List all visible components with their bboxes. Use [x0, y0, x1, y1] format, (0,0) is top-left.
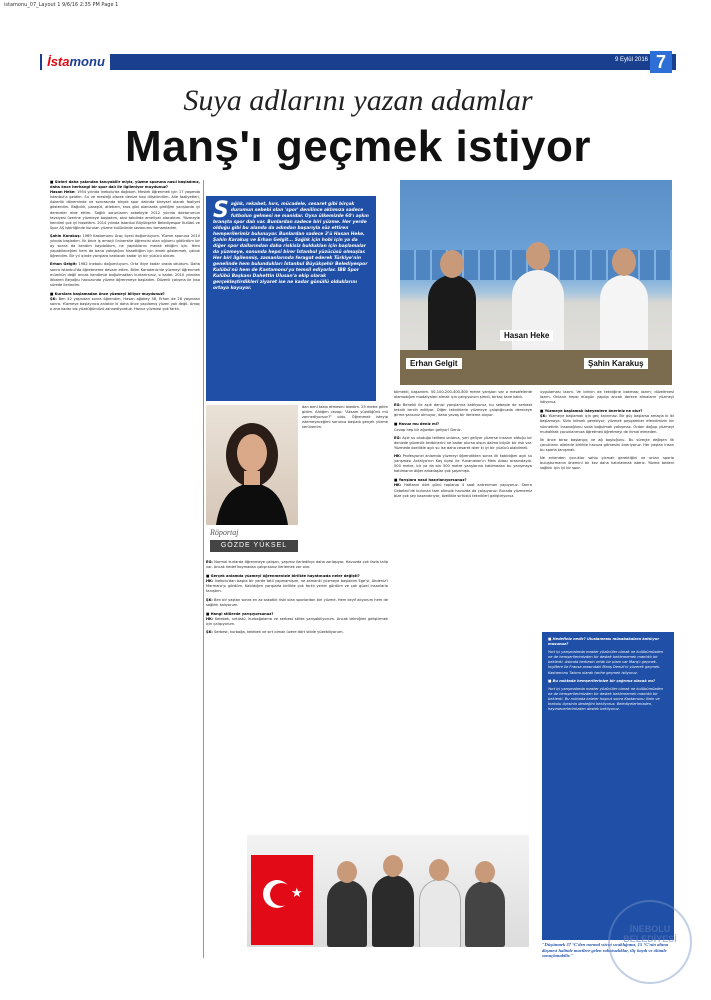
group-person-4	[465, 881, 505, 947]
swimmer-head-center	[526, 242, 550, 270]
column-3	[394, 390, 532, 830]
question-6: ■ Yarışlara nasıl hazırlanıyorsunuz?	[394, 478, 467, 483]
col3-para-4: EG: Açık su oluduğa telikesi onlarca, yeri geliyor yüzerse insanın olduğu bir denizde güvenlik tedbirlerini ne kadar olursa olsun daima büyük bir risk var. Yüzmede özellikle açık su ise daha cesaret ister ki iyi bir yüzücü olabilmeli.	[394, 435, 532, 450]
col3-para-1: bilmekti, başardım. 50-100-200-400-800 metre yarışları var o mesafelerde olamadığım madalyaları almak için çalışıyorum şimdi, birkaç tane kaldı.	[394, 390, 532, 400]
col2-para-5: HK: Kelebek, sırtüstü, kurbağalama ve serbest stilde yarışabiliyorum. Ancak tekniğimi geliştirmek için çalışıyorum.	[206, 616, 388, 626]
interview-label: Röportaj	[210, 528, 239, 537]
group-person-1	[327, 880, 367, 947]
logo-text-right: monu	[69, 54, 105, 69]
group-photo	[247, 835, 529, 947]
answer-hasan: Hasan Heke: 1954 yılında İnebolu'da doğdum. Meslek öğrenmek için 17 yaşımda İstanbul'a geldim. Su ve mesleği olarak denize hep düşkündüm. Aile faaliyetleri, Askerlik döneminde ve sonrasında birçok spor dalında bireysel olarak faaliyet gösterdim. Bağcılık, paraşüt, atletizm, kros gibi alanlarda girdiğim yarışlarda iyi dereceler elde ettim. Sağlık sorunlarım sebebiyle 2012 yılında doktorumun tavsiyesi üzerine yüzmeye başladım, aksi takdirde ameliyat olacaktım. Yüzmeyle kendimi çok iyi hissettim. 2014 yılında İstanbul Büyükşehir Belediyespor Kulübü ve Spor AŞ işbirliğinde kurulan yüzme kulübünde sezonumu tamamladım.	[50, 190, 200, 230]
col3-para-2: EG: Benekli ile açık denizi yarışlarına katılıyoruz, bu sebeple de serbest teknik tercih ediliyor. Diğer tekniklerle yüzmeye çalıştığınızda dereceye girme şansınız olmuyor, daha yavaş bir ilerleme oluyor.	[394, 403, 532, 418]
col2-para-2: EG: Normal kurlarda öğrenmeye çalışan, yaşımız ilerledikçe daha zorlaşıyor. Havuzda çok fazla talip var. Ancak hedef koymadan çalışırsanız ilerlemek zor olur.	[206, 560, 388, 570]
swimmer-head-right	[612, 248, 636, 276]
article-subtitle: Suya adlarını yazan adamlar	[183, 84, 533, 117]
group-head-1	[337, 861, 357, 883]
column-1	[50, 180, 200, 958]
portrait-illustration	[206, 405, 298, 525]
side-box	[542, 632, 674, 940]
side-question-1: ■ Hedefiniz nedir? Uluslararası müsabakalara katılıyor musunuz?	[548, 637, 660, 647]
col4-para-3: İlk önce biraz başlangıç ve ağ boşluğunu. Bu süreçte değişen ilk çocukların ailelerle birlikte havuza gitmesini öneriyoruz. Her yaştan insan bu sporla tanışmalı.	[540, 437, 674, 452]
question-2: ■ Kurslara başlamadan önce yüzmeyi biliyor muydunuz?	[50, 291, 165, 296]
answer-erhan: Erhan Gelgit: 1982 İnebolu doğumluyum. Orta ikiye kadar orada okudum. Daha sonra İstanbul'da öğretmeme devam ettim. Bilim Karadeniz'de yüzmeyi öğrenmek mümkün değil ancak kendimizi boğulmaktan kurtarırsınız, o kadar. 2010 yılından itibaren Beyoğlu havuzunda yüzme öğrenmeye başladım. Düzenli çalışma ile kısa sürede ilerledim.	[50, 262, 200, 287]
side-question-2: ■ Bu noktada hemşerilerinize bir çağrınız olacak mı?	[548, 678, 656, 683]
group-person-3	[419, 879, 461, 947]
question-4: ■ Hangi stillerde yarışıyorsunuz?	[206, 611, 274, 616]
logo-text-left: İsta	[47, 54, 70, 69]
caption-sahin: Şahin Karakuş	[584, 358, 648, 369]
issue-date: 9 Eylül 2016	[614, 57, 648, 63]
group-head-3	[429, 859, 449, 881]
reporter-name: GÖZDE YÜKSEL	[210, 540, 298, 552]
article-headline: Manş'ı geçmek istiyor	[124, 122, 592, 171]
side-answer-2: Yurt içi yarışmalarda master yüzücüler olarak ne kulübümüzden ne de hemşerilerimizden bir destek beklememek mantıklı bir beklenti. Bu noktada kaleler hoşnut sonra Kastamonu ilinin ve İnebolu ilçesinin desteğini bekliyoruz. Belediyelerimizden, hayırseverlerimizden destek bekliyoruz.	[548, 686, 663, 712]
drop-cap: S	[213, 198, 229, 223]
col3-para-5: HK: Profesyonel anlamda yüzmeyi öğrendikten sonra ilk katıldığım açık su yarışması Antalya'nın Kaş ilçesi ile Yunanistan'ın Meis Adası arasındaydı. 500 metre, bir ya da bin 500 metre yarışlarına katılmadan bu yarışmaya katılmanın diğer arkadaşlar çok şaşırmıştı.	[394, 453, 532, 474]
col2-para-1: dan beni takip etmesini istedim. 25 metre gitim gidim. Aldığım cevap: "Aksam yüzdüğünü mü zannediyorsun?" oldu. Öğrenmek isteyip istemeyeceğimi sorunca başladı gerçek yüzme serüvenim.	[302, 405, 388, 430]
municipality-seal	[608, 900, 692, 984]
column-divider	[203, 180, 204, 958]
col4-para-4: Ne erkenden çocuklar sahip çıkmak gerektiğini ve onları sporla buluşturmanın önemini bir kez daha hatırlatmak isteriz. Yüzme bedeni sağlıklı için iyi bir spor.	[540, 456, 674, 471]
pull-quote: "Düşünmek 37 °C'den normal vücut sıcaklığımız, 15 °C'nin altına düşmesi halinde mavilere gelen rahatsızlıklar, iliç kaydı ve ölümle sonuçlanabilir."	[542, 942, 669, 959]
reporter-portrait	[206, 405, 298, 525]
print-info-line: istamonu_07_Layout 1 9/6/16 2:35 PM Page 1	[4, 2, 119, 8]
col2-para-4: ŞK: Ben bir yaştan sonra en az sakatlık riski olan sporlardan biri yüzme. Hem keyif alıyorum hem de sağlıklı kalıyorum.	[206, 597, 388, 607]
column-2	[302, 405, 388, 555]
turkish-flag-icon: ★	[251, 855, 313, 945]
page-number: 7	[650, 51, 672, 73]
intro-box	[206, 196, 376, 401]
answer-sahin: Şahin Karakuş: 1969 Kastamonu Araç ilçesi doğumluyum. Yüzme sporuna 2010 yılında başladım. İlk önce iş amaçlı üniversite öğrencisi olan oğlumu götürdüm bir ay sonra da kendim kaydoldum, ne yaptıklarını merak ettiğim için. Hem yapabileceğimi hem de bana yakıştığını hissettiğim için emek göstermek, çabuk öğrendim. Bir yıl içinde yarışlara katılacak kadar iyi bir yüzücü oldum.	[50, 233, 200, 259]
col2-para-3: HK: İnebolu'dan başka bir yerde tatil yapmamışım, ne zamanki yüzmeye başladım Ege'yi, Akdeniz'i Marmara'yı gördüm. Katıldığım yarışlarla birlikte çok farklı yerler gördüm ve çok güzel insanlarla tanıştım.	[206, 579, 388, 594]
intro-text: ağlık, rekabet, hırs, mücadele, cesaret gibi birçok durumun sebebi olan 'spor' denilince aklımıza sadece futbolun gelmesi ne manidar. Oysa ülkemizde 60'ı aşkın branşta spor dalı var. Bunlardan sadece biri yüzme. Her yerde olduğu gibi bu alanda da adından başarıyla söz ettiren hemşerilerimiz bulunuyor. Bunlardan sadece 3'ü Hasan Heke, Şahin Karakuş ve Erhan Gelgit... Sağlık için hobi için ya da diğer spor dallarından daha riskisiz bulduklan için başlamalar da yüzmeye, sonunda hepsi birer İstanbul yüzücüsü olmuşlar. Her biri ilgilenmiş, zamanlarında feragat ederek Türkiye'nin genelinde hem bulundukları İstanbul Büyükşehir Belediyespor Kulübü'nü hem de Kastamonu'yu temsil ediyorlar. İBB Spor Kulübü Başkanı Dahettin Ulusan'a ekip olarak gerçekleştirdikleri ziyaret ise ne kadar gönüllü olduklarını ortaya koyuyor.	[213, 202, 369, 291]
col4-para-2: ŞK: Yüzmeye başlamak için geç kalınmaz. Bir güç başlarsa amaçla ki iki başlamaya. Sizin bilmek gerekiyor; yüzmek peygamber efendimizin bir sünnetidir. İnsanoğlunu suda boğulmak yakışmaz. Ordan doğup yüzmeyi muhakkak çocuklarımıza öğretmeli öğretmeyi de ihmal etmeden.	[540, 414, 674, 434]
col3-para-6: HK: Haftanın dört günü toplanıp 4 saat antrenman yapıyoruz. Sonra Cebeleci'de bulunan tam olimpik havuzda da çalışıyoruz. Burada yüzmemiz bize çok şey kazandırıyor, özellikle sırtüstü teknikleri geliştiriyoruz.	[394, 483, 532, 498]
swimmers-photo	[400, 180, 672, 385]
caption-erhan: Erhan Gelgit	[406, 358, 462, 369]
col2-para-6: ŞK: Serbest, kurbağa, kelebek ve sırt olmak üzere dört stilde yüzebiliyorum.	[206, 630, 344, 635]
col4-para-1: uygulaması lazım. Ve birinin de tekniğine bakması lazım; düzeltmesi lazım. Onların hepsi düzgün yapılıp ancak derece almaların yüzmeyi istiyoruz.	[540, 390, 674, 405]
seal-text-1: İNEBOLU	[629, 924, 671, 934]
column-4	[540, 390, 674, 625]
newspaper-logo	[42, 52, 110, 72]
group-head-2	[383, 855, 403, 877]
side-answer-1: Yurt içi yarışmalarda master yüzücüler olarak ne kulübümüzden ne de hemşerilerimizden bir destek beklememek mantıklı bir beklenti. Asimda herkesin ortak bir planı var Manş'ı geçmek. İngiltere ile Fransa arasındaki Manş Denizi'ni yüzerek geçmek. Kastamonu Takımı olarak tarihe geçmek istiyoruz.	[548, 650, 663, 675]
question-3: ■ Gerçek anlamda yüzmeyi öğrenmenizle birlikte hayatınızda neler değişti?	[206, 574, 360, 579]
column-2-lower	[206, 560, 388, 830]
question-5: ■ Havuz mu deniz mi?	[394, 422, 440, 427]
swimmer-head-left	[440, 250, 464, 278]
seal-text-2: BELEDİYESİ	[623, 934, 677, 944]
group-head-4	[475, 861, 495, 883]
group-person-2	[372, 875, 414, 947]
caption-hasan: Hasan Heke	[500, 330, 553, 341]
question-1: ■ Sizleri daha yakından tanıyabilir miyiz, yüzme sporuna nasıl başladınız, daha önce herhangi bir spor dalı ile ilgileniyor muydunuz?	[50, 180, 200, 190]
newspaper-page	[40, 40, 676, 960]
question-7: ■ Yüzmeye başlamak isteyenlere öneriniz ne olur?	[540, 409, 643, 414]
answer-sk-1: ŞK: Ben 42 yaşından sonra öğrendim, Hasan ağabey 58, Erhan de 28 yaşından sonra. Yüzmeye başlayınca anlatılır ki daha önce yapılamış yüzen yok değil. Amaç o ana kadar biz yüzdüğümüzü zannediyorduk. Havuz yüzmesi çok farklı.	[50, 296, 200, 312]
col3-para-3: Cevap hep bir ağızdan geliyor! Deniz.	[394, 427, 462, 432]
header-bar	[40, 54, 676, 70]
